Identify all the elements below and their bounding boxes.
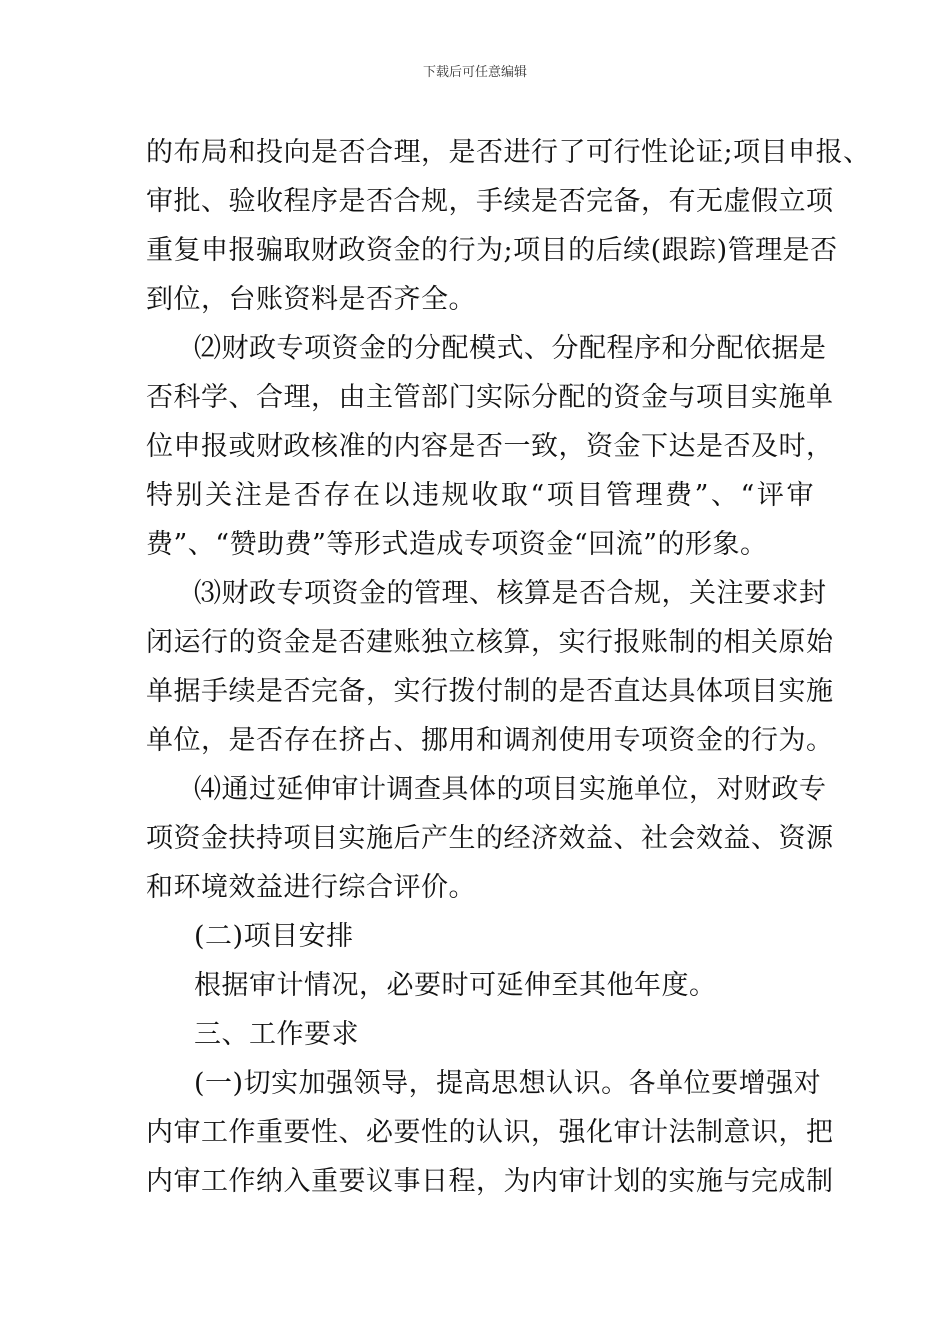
text-line: 内审工作纳入重要议事日程，为内审计划的实施与完成制 [146, 1166, 834, 1197]
text-line: 审批、验收程序是否合规，手续是否完备，有无虚假立项 [146, 186, 834, 217]
text-line: 根据审计情况，必要时可延伸至其他年度。 [194, 970, 717, 1001]
page-header: 下载后可任意编辑 [422, 65, 527, 80]
paragraph [146, 1059, 834, 1206]
text-line: 单位，是否存在挤占、挪用和调剂使用专项资金的行为。 [146, 725, 834, 756]
text-line: ⑵财政专项资金的分配模式、分配程序和分配依据是 [194, 333, 827, 364]
text-line: 特别关注是否存在以违规收取“项目管理费”、“评审 [146, 480, 814, 511]
text-line: 项资金扶持项目实施后产生的经济效益、社会效益、资源 [146, 823, 834, 854]
text-line: 重复申报骗取财政资金的行为;项目的后续(跟踪)管理是否 [146, 235, 838, 266]
text-line: 位申报或财政核准的内容是否一致，资金下达是否及时， [146, 431, 834, 462]
text-line: 闭运行的资金是否建账独立核算，实行报账制的相关原始 [146, 627, 834, 658]
paragraph [146, 912, 814, 961]
text-line: ⑷通过延伸审计调查具体的项目实施单位，对财政专 [194, 774, 827, 805]
paragraph [146, 1010, 814, 1059]
text-line: 费”、“赞助费”等形式造成专项资金“回流”的形象。 [146, 529, 768, 560]
document-body [146, 128, 871, 1206]
text-line: 单据手续是否完备，实行拨付制的是否直达具体项目实施 [146, 676, 834, 707]
text-line: 到位，台账资料是否齐全。 [146, 284, 476, 315]
text-line: 和环境效益进行综合评价。 [146, 872, 476, 903]
paragraph [146, 765, 834, 912]
text-line: 否科学、合理，由主管部门实际分配的资金与项目实施单 [146, 382, 834, 413]
text-line: 三、工作要求 [194, 1019, 359, 1050]
paragraph [146, 324, 834, 569]
paragraph [146, 128, 871, 324]
text-line: 的布局和投向是否合理，是否进行了可行性论证;项目申报、 [146, 137, 871, 168]
text-line: 内审工作重要性、必要性的认识，强化审计法制意识，把 [146, 1117, 834, 1148]
text-line: (一)切实加强领导，提高思想认识。各单位要增强对 [194, 1068, 822, 1099]
paragraph [146, 961, 814, 1010]
text-line: ⑶财政专项资金的管理、核算是否合规，关注要求封 [194, 578, 827, 609]
paragraph [146, 569, 834, 765]
text-line: (二)项目安排 [194, 921, 354, 952]
